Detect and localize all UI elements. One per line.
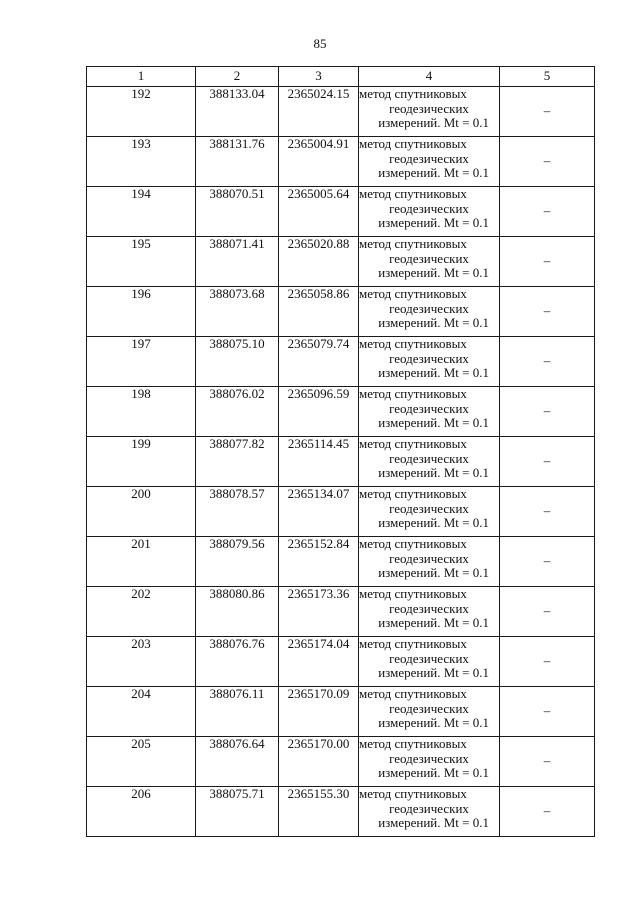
method-line-1: метод спутниковых [359, 636, 467, 651]
note-cell: – [500, 787, 595, 837]
note-cell: – [500, 137, 595, 187]
note-cell: – [500, 437, 595, 487]
note-cell: – [500, 537, 595, 587]
method-line-2: геодезических [389, 750, 469, 766]
method-cell [359, 437, 500, 487]
method-cell [359, 587, 500, 637]
method-line-2: геодезических [389, 300, 469, 316]
coordinate-y: 2365004.91 [279, 137, 359, 187]
point-number: 193 [87, 137, 196, 187]
coordinate-y: 2365170.09 [279, 687, 359, 737]
method-line-3: измерений. Mt = 0.1 [378, 165, 489, 180]
coordinate-x: 388076.02 [196, 387, 279, 437]
method-line-3: измерений. Mt = 0.1 [378, 615, 489, 630]
coordinate-y: 2365155.30 [279, 787, 359, 837]
note-cell: – [500, 487, 595, 537]
point-number: 197 [87, 337, 196, 387]
method-line-2: геодезических [389, 600, 469, 616]
coordinate-x: 388076.11 [196, 687, 279, 737]
note-cell: – [500, 87, 595, 137]
method-cell [359, 187, 500, 237]
method-line-1: метод спутниковых [359, 136, 467, 151]
method-line-1: метод спутниковых [359, 736, 467, 751]
table-row [87, 587, 595, 637]
point-number: 205 [87, 737, 196, 787]
coordinate-y: 2365152.84 [279, 537, 359, 587]
note-cell: – [500, 237, 595, 287]
table-row [87, 137, 595, 187]
column-header-2: 2 [196, 67, 279, 87]
method-line-2: геодезических [389, 350, 469, 366]
method-line-2: геодезических [389, 200, 469, 216]
coordinates-table [86, 66, 595, 837]
method-cell [359, 787, 500, 837]
point-number: 202 [87, 587, 196, 637]
method-line-1: метод спутниковых [359, 186, 467, 201]
coordinate-x: 388075.71 [196, 787, 279, 837]
method-line-3: измерений. Mt = 0.1 [378, 265, 489, 280]
method-line-3: измерений. Mt = 0.1 [378, 115, 489, 130]
coordinate-y: 2365114.45 [279, 437, 359, 487]
coordinate-y: 2365024.15 [279, 87, 359, 137]
note-cell: – [500, 337, 595, 387]
method-line-2: геодезических [389, 400, 469, 416]
method-line-2: геодезических [389, 450, 469, 466]
method-line-2: геодезических [389, 100, 469, 116]
table-row [87, 237, 595, 287]
method-line-1: метод спутниковых [359, 686, 467, 701]
note-cell: – [500, 387, 595, 437]
table-row [87, 87, 595, 137]
method-line-1: метод спутниковых [359, 486, 467, 501]
method-line-3: измерений. Mt = 0.1 [378, 715, 489, 730]
method-cell [359, 137, 500, 187]
method-line-1: метод спутниковых [359, 286, 467, 301]
method-line-1: метод спутниковых [359, 586, 467, 601]
point-number: 194 [87, 187, 196, 237]
method-cell [359, 737, 500, 787]
coordinate-y: 2365096.59 [279, 387, 359, 437]
method-cell [359, 637, 500, 687]
point-number: 196 [87, 287, 196, 337]
coordinate-x: 388070.51 [196, 187, 279, 237]
method-line-1: метод спутниковых [359, 786, 467, 801]
table-body [87, 87, 595, 837]
method-line-3: измерений. Mt = 0.1 [378, 215, 489, 230]
method-line-3: измерений. Mt = 0.1 [378, 765, 489, 780]
method-line-2: геодезических [389, 150, 469, 166]
method-line-2: геодезических [389, 250, 469, 266]
coordinate-x: 388133.04 [196, 87, 279, 137]
method-line-3: измерений. Mt = 0.1 [378, 565, 489, 580]
coordinate-x: 388131.76 [196, 137, 279, 187]
method-line-1: метод спутниковых [359, 336, 467, 351]
table-row [87, 537, 595, 587]
point-number: 198 [87, 387, 196, 437]
point-number: 201 [87, 537, 196, 587]
method-line-3: измерений. Mt = 0.1 [378, 465, 489, 480]
method-cell [359, 687, 500, 737]
coordinate-x: 388077.82 [196, 437, 279, 487]
note-cell: – [500, 687, 595, 737]
method-line-3: измерений. Mt = 0.1 [378, 665, 489, 680]
column-header-4: 4 [359, 67, 500, 87]
coordinate-x: 388076.76 [196, 637, 279, 687]
page-number: 85 [313, 36, 327, 51]
column-header-5: 5 [500, 67, 595, 87]
method-cell [359, 487, 500, 537]
method-line-3: измерений. Mt = 0.1 [378, 815, 489, 830]
coordinate-y: 2365134.07 [279, 487, 359, 537]
coordinate-y: 2365020.88 [279, 237, 359, 287]
point-number: 199 [87, 437, 196, 487]
coordinate-y: 2365173.36 [279, 587, 359, 637]
table-header-row [87, 67, 595, 87]
method-cell [359, 287, 500, 337]
coordinate-x: 388073.68 [196, 287, 279, 337]
method-cell [359, 87, 500, 137]
point-number: 195 [87, 237, 196, 287]
table-row [87, 337, 595, 387]
coordinate-y: 2365170.00 [279, 737, 359, 787]
method-line-2: геодезических [389, 500, 469, 516]
table-row [87, 387, 595, 437]
note-cell: – [500, 637, 595, 687]
coordinate-x: 388080.86 [196, 587, 279, 637]
table-row [87, 287, 595, 337]
method-line-3: измерений. Mt = 0.1 [378, 365, 489, 380]
column-header-3: 3 [279, 67, 359, 87]
table-row [87, 187, 595, 237]
column-header-1: 1 [87, 67, 196, 87]
coordinate-x: 388071.41 [196, 237, 279, 287]
method-cell [359, 337, 500, 387]
coordinate-y: 2365058.86 [279, 287, 359, 337]
point-number: 206 [87, 787, 196, 837]
coordinate-y: 2365005.64 [279, 187, 359, 237]
coordinate-x: 388076.64 [196, 737, 279, 787]
table-row [87, 487, 595, 537]
note-cell: – [500, 737, 595, 787]
note-cell: – [500, 287, 595, 337]
method-line-3: измерений. Mt = 0.1 [378, 515, 489, 530]
table-row [87, 737, 595, 787]
table-row [87, 437, 595, 487]
method-line-2: геодезических [389, 700, 469, 716]
coordinate-y: 2365174.04 [279, 637, 359, 687]
coordinate-x: 388078.57 [196, 487, 279, 537]
point-number: 204 [87, 687, 196, 737]
method-line-2: геодезических [389, 800, 469, 816]
point-number: 200 [87, 487, 196, 537]
table-row [87, 687, 595, 737]
method-line-3: измерений. Mt = 0.1 [378, 415, 489, 430]
method-line-1: метод спутниковых [359, 86, 467, 101]
method-cell [359, 537, 500, 587]
method-line-3: измерений. Mt = 0.1 [378, 315, 489, 330]
table-row [87, 637, 595, 687]
coordinate-x: 388075.10 [196, 337, 279, 387]
table-row [87, 787, 595, 837]
method-line-2: геодезических [389, 650, 469, 666]
method-line-1: метод спутниковых [359, 436, 467, 451]
method-line-1: метод спутниковых [359, 536, 467, 551]
point-number: 192 [87, 87, 196, 137]
note-cell: – [500, 587, 595, 637]
method-line-2: геодезических [389, 550, 469, 566]
coordinate-x: 388079.56 [196, 537, 279, 587]
coordinate-y: 2365079.74 [279, 337, 359, 387]
method-cell [359, 237, 500, 287]
method-cell [359, 387, 500, 437]
method-line-1: метод спутниковых [359, 386, 467, 401]
note-cell: – [500, 187, 595, 237]
method-line-1: метод спутниковых [359, 236, 467, 251]
point-number: 203 [87, 637, 196, 687]
